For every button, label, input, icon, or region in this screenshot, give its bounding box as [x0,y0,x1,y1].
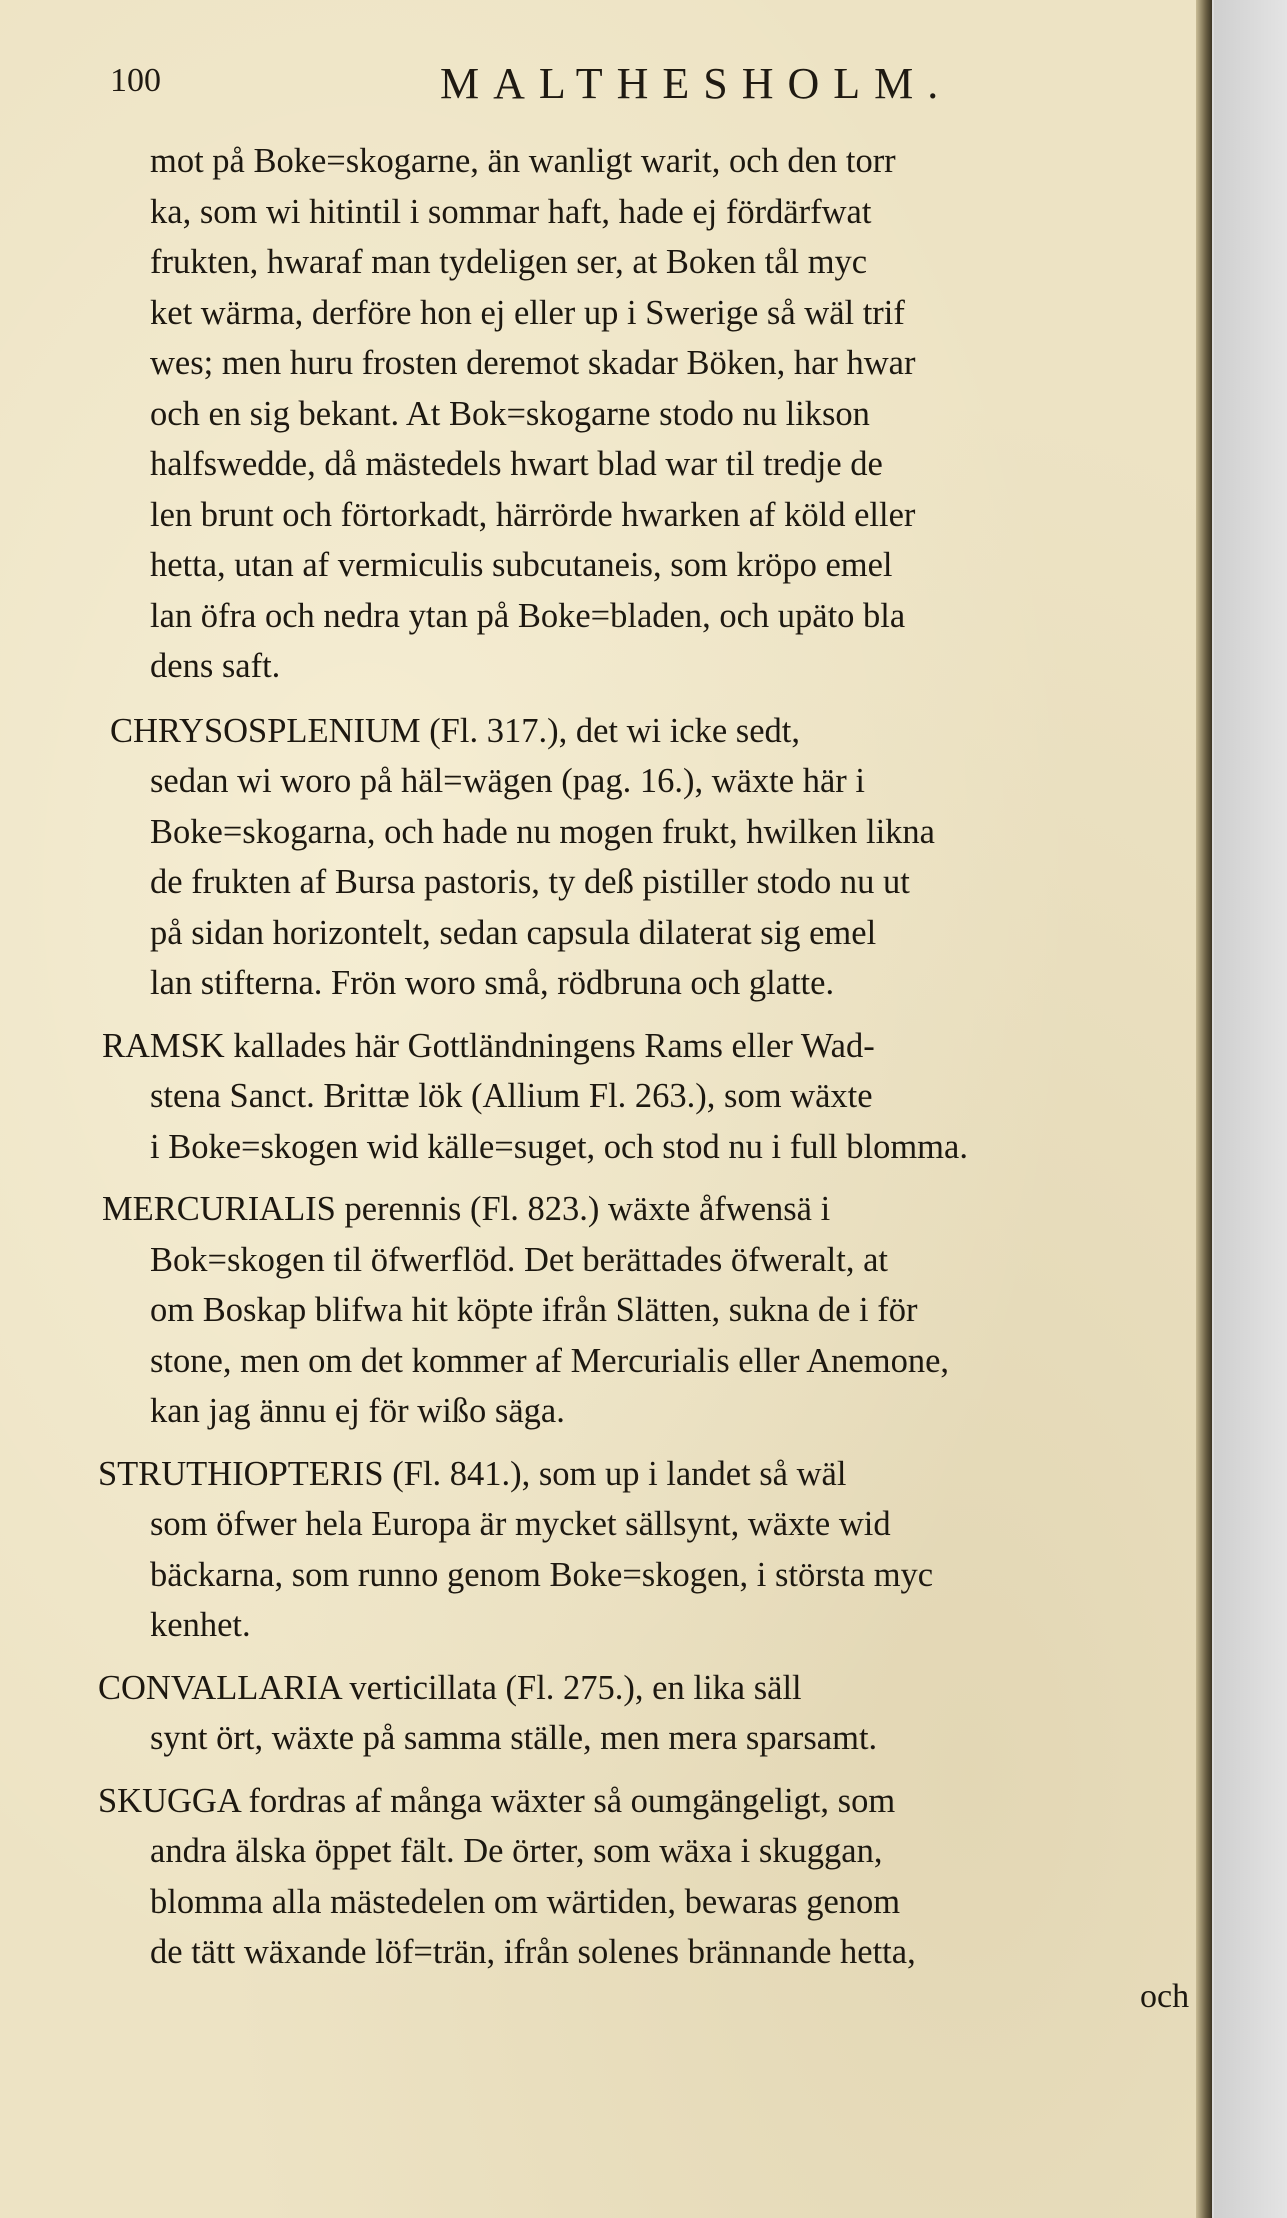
paragraph-mercurialis [102,1184,1190,1437]
text-line: hetta, utan af vermiculis subcutaneis, som kröpo emel [150,546,893,584]
text-line: ka, som wi hitintil i sommar haft, hade ej fördärfwat [150,192,872,231]
text-line: Bok=skogen til öfwerflöd. Det berättades öfweralt, at [150,1240,888,1279]
text-line: lan stifterna. Frön woro små, rödbruna och glatte. [150,964,835,1002]
paragraph-skugga [98,1776,1190,1978]
scan-margin [1214,0,1287,2218]
text-line: de tätt wäxande löf=trän, ifrån solenes brännande hetta, [150,1933,916,1971]
page-gutter [1196,0,1212,2218]
text-line: wes; men huru frosten deremot skadar Böken, har hwar [150,344,916,382]
text-line: på sidan horizontelt, sedan capsula dilaterat sig emel [150,913,877,952]
text-line: bäckarna, som runno genom Boke=skogen, i största myc [150,1555,934,1594]
paragraph-ramsk [102,1021,1190,1173]
text-line: i Boke=skogen wid källe=suget, och stod nu i full blomma. [150,1127,968,1166]
catchword: och [1140,1978,1190,2015]
text-line: stena Sanct. Brittæ lök (Allium Fl. 263.), som wäxte [150,1077,873,1115]
text-line: kan jag ännu ej för wißo säga. [150,1392,565,1430]
text-line: stone, men om det kommer af Mercurialis eller Anemone, [150,1341,950,1380]
text-line: de frukten af Bursa pastoris, ty deß pistiller stodo nu ut [150,863,910,901]
body-text [98,136,1190,1990]
text-line: kenhet. [150,1606,251,1644]
text-line: mot på Boke=skogarne, än wanligt warit, och den torr [150,142,896,180]
text-line: halfswedde, då mästedels hwart blad war til tredje de [150,445,883,483]
text-line: synt ört, wäxte på samma ställe, men mera sparsamt. [150,1719,878,1757]
text-line: len brunt och förtorkadt, härrörde hwarken af köld eller [150,495,916,534]
text-line: som öfwer hela Europa är mycket sällsynt, wäxte wid [150,1505,891,1543]
text-line: MERCURIALIS perennis (Fl. 823.) wäxte åfwensä i [102,1190,831,1228]
text-line: CHRYSOSPLENIUM (Fl. 317.), det wi icke sedt, [110,711,800,750]
text-line: om Boskap blifwa hit köpte ifrån Slätten, sukna de i för [150,1291,918,1329]
paragraph-struthiopteris [98,1449,1190,1651]
text-line: och en sig bekant. At Bok=skogarne stodo nu likson [150,394,870,433]
text-line: SKUGGA fordras af många wäxter så oumgängeligt, som [98,1781,896,1820]
paragraph-beech-forest [150,136,1190,692]
text-line: andra älska öppet fält. De örter, som wäxa i skuggan, [150,1832,883,1870]
page-header [110,58,1160,108]
text-line: sedan wi woro på häl=wägen (pag. 16.), wäxte här i [150,762,865,800]
paragraph-chrysosplenium [110,706,1190,1009]
text-line: dens saft. [150,647,281,685]
text-line: CONVALLARIA verticillata (Fl. 275.), en lika säll [98,1668,802,1707]
page-number: 100 [110,62,161,99]
text-line: RAMSK kallades här Gottländningens Rams eller Wad- [102,1026,875,1065]
paragraph-convallaria [98,1663,1190,1764]
text-line: STRUTHIOPTERIS (Fl. 841.), som up i landet så wäl [98,1454,847,1493]
text-line: frukten, hwaraf man tydeligen ser, at Boken tål myc [150,243,868,281]
text-line: lan öfra och nedra ytan på Boke=bladen, och upäto bla [150,596,906,635]
running-title: MALTHESHOLM. [440,59,953,108]
text-line: ket wärma, derföre hon ej eller up i Swerige så wäl trif [150,293,905,332]
text-line: blomma alla mästedelen om wärtiden, bewaras genom [150,1882,901,1921]
text-line: Boke=skogarna, och hade nu mogen frukt, hwilken likna [150,812,935,851]
